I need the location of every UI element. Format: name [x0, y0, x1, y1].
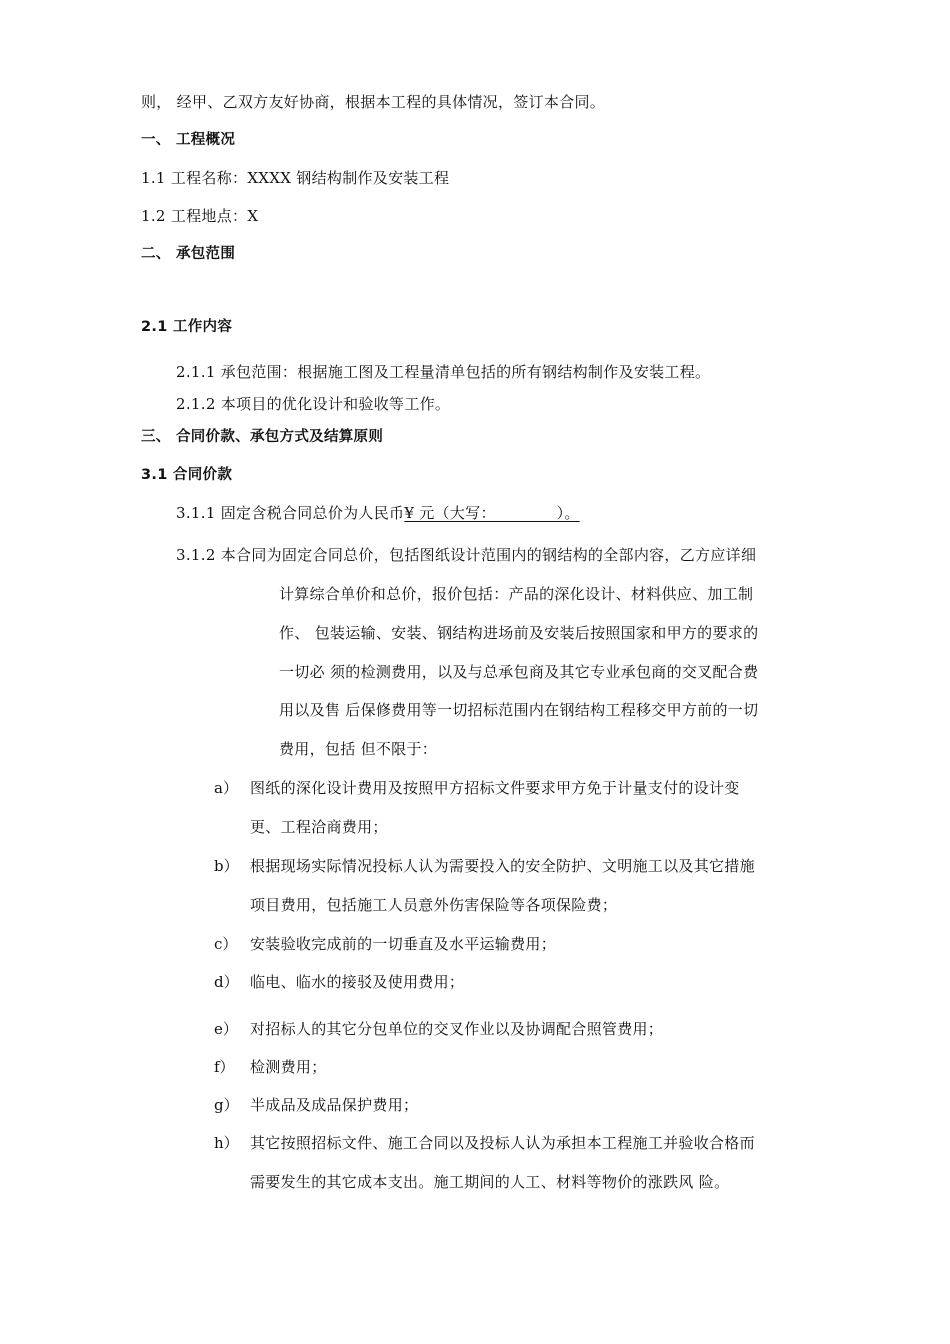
section-1-heading: 一、 工程概况 — [141, 132, 236, 148]
list-item-label: g） — [214, 1096, 239, 1114]
clause-2-1-1: 2.1.1 承包范围：根据施工图及工程量清单包括的所有钢结构制作及安装工程。 — [176, 363, 711, 381]
list-item-label: a） — [214, 779, 238, 797]
intro-paragraph: 则， 经甲、乙双方友好协商，根据本工程的具体情况，签订本合同。 — [141, 93, 606, 111]
clause-3-1-2-first-line: 3.1.2 本合同为固定合同总价，包括图纸设计范围内的钢结构的全部内容，乙方应详细 — [176, 546, 757, 564]
list-item-label: e） — [214, 1020, 238, 1038]
list-item-label: f） — [214, 1058, 235, 1076]
clause-1-1: 1.1 工程名称：XXXX 钢结构制作及安装工程 — [141, 169, 450, 187]
subsection-2-1-heading: 2.1 工作内容 — [141, 319, 233, 335]
list-item-line: 需要发生的其它成本支出。施工期间的人工、材料等物价的涨跌风 险。 — [250, 1173, 730, 1191]
list-item-label: b） — [214, 857, 239, 875]
clause-3-1-2-line: 一切必 须的检测费用，以及与总承包商及其它专业承包商的交叉配合费 — [279, 663, 759, 681]
list-item-label: c） — [214, 935, 238, 953]
list-item-line: 其它按照招标文件、施工合同以及投标人认为承担本工程施工并验收合格而 — [250, 1134, 755, 1152]
list-item-line: 检测费用； — [250, 1058, 327, 1076]
clause-3-1-2-line: 作、 包装运输、安装、钢结构进场前及安装后按照国家和甲方的要求的 — [279, 624, 759, 642]
list-item-line: 更、工程洽商费用； — [250, 818, 388, 836]
clause-3-1-1-text: 3.1.1 固定含税合同总价为人民币 — [176, 504, 405, 522]
clause-3-1-1 — [176, 503, 580, 523]
clause-2-1-2: 2.1.2 本项目的优化设计和验收等工作。 — [176, 395, 451, 413]
subsection-3-1-heading: 3.1 合同价款 — [141, 467, 233, 483]
section-3-heading: 三、 合同价款、承包方式及结算原则 — [141, 429, 384, 445]
list-item-line: 对招标人的其它分包单位的交叉作业以及协调配合照管费用； — [250, 1020, 664, 1038]
list-item-line: 半成品及成品保护费用； — [250, 1096, 419, 1114]
list-item-line: 项目费用，包括施工人员意外伤害保险等各项保险费； — [250, 896, 618, 914]
clause-3-1-2-line: 费用，包括 但不限于： — [279, 740, 438, 758]
clause-3-1-2-line: 计算综合单价和总价，报价包括：产品的深化设计、材料供应、加工制 — [279, 585, 754, 603]
list-item-label: d） — [214, 973, 239, 991]
list-item-line: 根据现场实际情况投标人认为需要投入的安全防护、文明施工以及其它措施 — [250, 857, 755, 875]
list-item-line: 图纸的深化设计费用及按照甲方招标文件要求甲方免于计量支付的设计变 — [250, 779, 740, 797]
contract-price-blank: ¥ 元（大写： ）。 — [404, 504, 580, 522]
section-2-heading: 二、 承包范围 — [141, 246, 236, 262]
clause-1-2: 1.2 工程地点：X — [141, 207, 259, 225]
clause-3-1-2-line: 用以及售 后保修费用等一切招标范围内在钢结构工程移交甲方前的一切 — [279, 701, 759, 719]
list-item-line: 临电、临水的接驳及使用费用； — [250, 973, 465, 991]
list-item-label: h） — [214, 1134, 239, 1152]
list-item-line: 安装验收完成前的一切垂直及水平运输费用； — [250, 935, 557, 953]
